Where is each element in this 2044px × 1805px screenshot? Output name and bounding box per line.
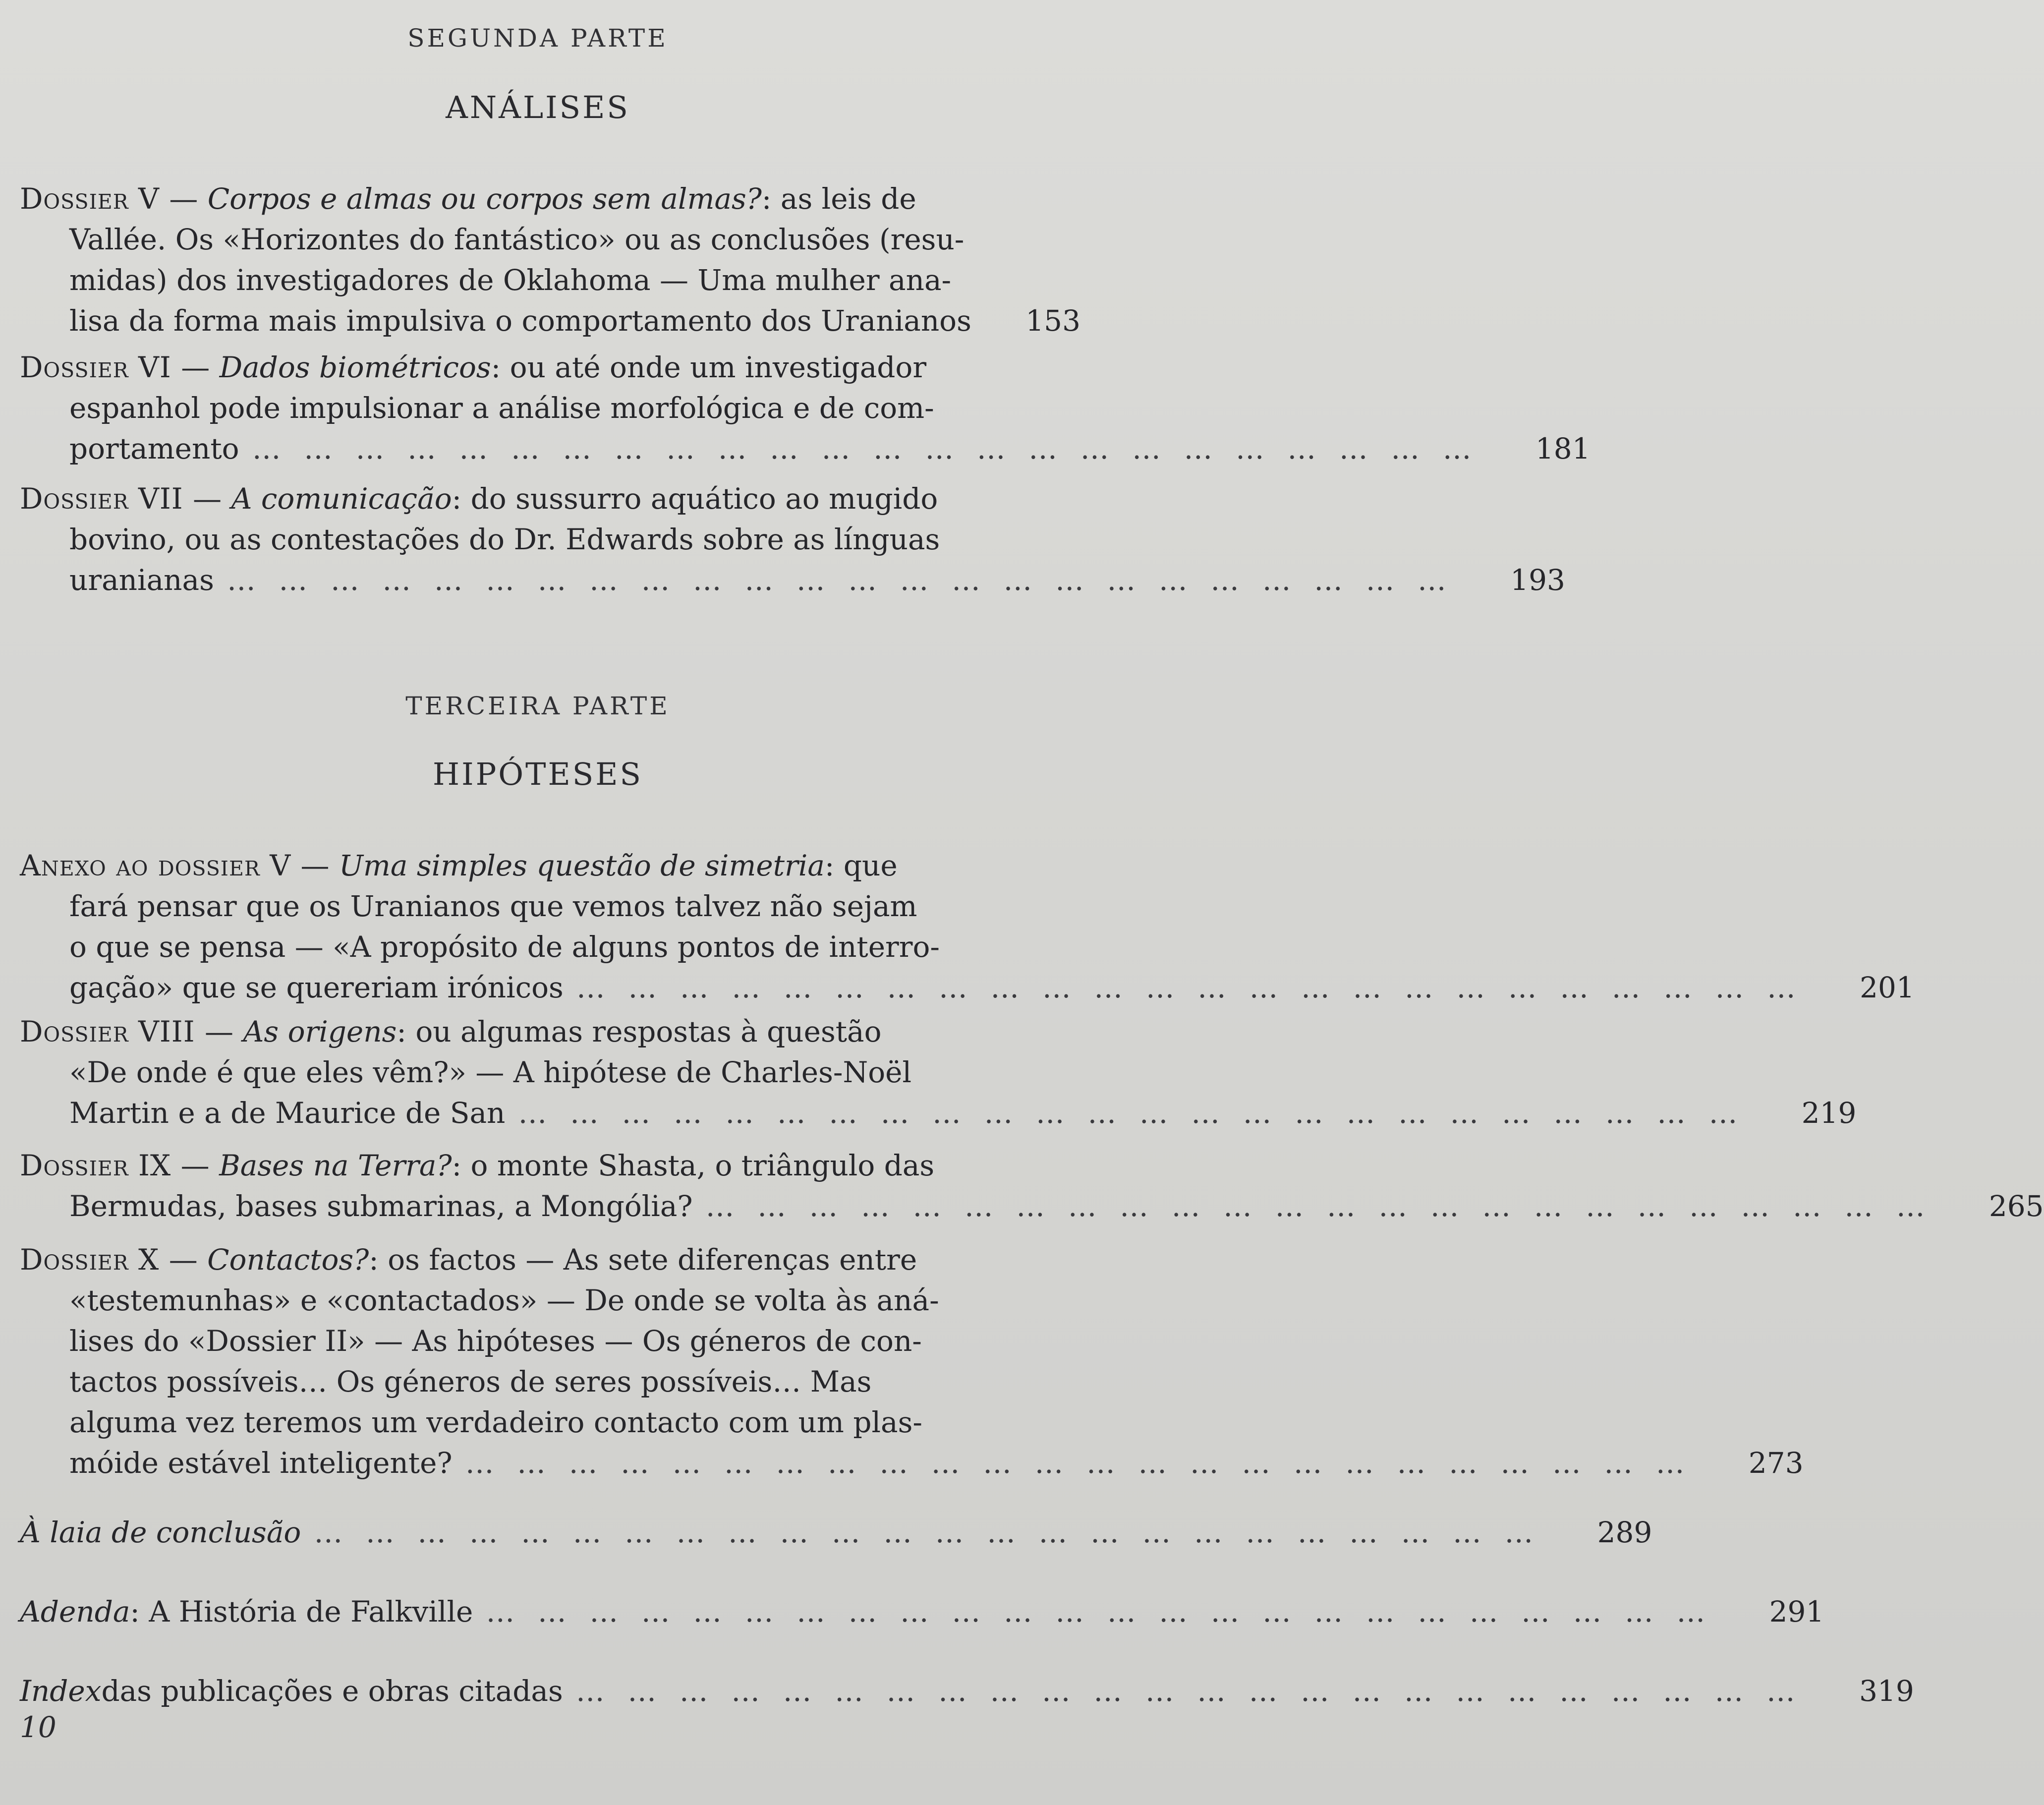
page-number: 319 [1859, 1674, 1914, 1708]
page-number: 181 [1535, 432, 1590, 466]
entry-subject: Corpos e almas ou corpos sem almas? [207, 182, 762, 216]
entry-text: alguma vez teremos um verdadeiro contacto com um plas- [69, 1405, 922, 1439]
entry-subject: Contactos? [207, 1243, 369, 1277]
toc-entry [20, 845, 1915, 1008]
dot-leader: … … … … … … … … … … … … … … … … … … … … … … … … [314, 1515, 1540, 1549]
toc-entry [20, 1591, 1824, 1632]
dot-leader: … … … … … … … … … … … … … … … … … … … … … … … … [486, 1595, 1712, 1629]
entry-subject: As origens [243, 1015, 397, 1048]
entry-text: bovino, ou as contestações do Dr. Edwards sobre as línguas [69, 523, 940, 556]
entry-lead: Dossier VII — [20, 482, 223, 516]
entry-text: «De onde é que eles vêm?» — A hipótese de Charles-Noël [69, 1055, 911, 1089]
dot-leader: … … … … … … … … … … … … … … … … … … … … … … … … [227, 563, 1453, 597]
entry-text: : do sussurro aquático ao mugido [452, 482, 938, 516]
entry-lead: Dossier IX — [20, 1149, 210, 1182]
part-title: HIPÓTESES [433, 756, 643, 792]
toc-entry [20, 347, 1590, 469]
entry-text: : ou algumas respostas à questão [397, 1015, 882, 1048]
toc-entry [20, 1239, 1804, 1483]
entry-text: Martin e a de Maurice de San [69, 1096, 506, 1130]
dot-leader: … … … … … … … … … … … … … … … … … … … … … … … … [465, 1446, 1692, 1480]
entry-lead: Anexo ao dossier V — [20, 849, 330, 882]
entry-subject: Bases na Terra? [219, 1149, 452, 1182]
entry-text: lises do «Dossier II» — As hipóteses — Os géneros de con- [69, 1324, 922, 1358]
part-label: SEGUNDA PARTE [407, 24, 668, 53]
toc-entry [20, 178, 1080, 341]
entry-text: : o monte Shasta, o triângulo das [452, 1149, 935, 1182]
toc-entry [20, 1011, 1857, 1133]
toc-entry [20, 1671, 1914, 1711]
entry-text: : os factos — As sete diferenças entre [369, 1243, 917, 1277]
entry-lead: Dossier VIII — [20, 1015, 234, 1048]
page-number: 193 [1510, 563, 1565, 597]
entry-lead: Dossier VI — [20, 350, 211, 384]
entry-text: midas) dos investigadores de Oklahoma — Uma mulher ana- [69, 263, 952, 297]
toc-entry [20, 478, 1565, 600]
entry-text: : que [824, 849, 898, 882]
entry-text: Bermudas, bases submarinas, a Mongólia? [69, 1189, 693, 1223]
entry-subject: Uma simples questão de simetria [339, 849, 825, 882]
entry-text: : A História de Falkville [130, 1595, 473, 1629]
entry-subject: A comunicação [231, 482, 452, 516]
entry-text: «testemunhas» e «contactados» — De onde se volta às aná- [69, 1283, 939, 1317]
entry-text: fará pensar que os Uranianos que vemos talvez não sejam [69, 889, 917, 923]
entry-subject: Adenda [20, 1595, 130, 1629]
entry-text: gação» que se quereriam irónicos [69, 971, 564, 1004]
page-number: 201 [1860, 971, 1915, 1004]
part-title: ANÁLISES [446, 89, 630, 125]
entry-subject: À laia de conclusão [20, 1515, 301, 1549]
entry-text: das publicações e obras citadas [101, 1674, 563, 1708]
entry-text: : as leis de [761, 182, 916, 216]
entry-text: lisa da forma mais impulsiva o comportamento dos Uranianos [69, 304, 971, 338]
part-label: TERCEIRA PARTE [405, 692, 670, 720]
toc-entry [20, 1145, 2044, 1226]
entry-text: : ou até onde um investigador [491, 350, 927, 384]
entry-text: tactos possíveis… Os géneros de seres possíveis… Mas [69, 1365, 872, 1398]
entry-text: móide estável inteligente? [69, 1446, 453, 1480]
entry-subject: Dados biométricos [219, 350, 491, 384]
entry-subject: Index [20, 1674, 102, 1708]
page-number: 153 [1025, 304, 1080, 338]
entry-text: o que se pensa — «A propósito de alguns pontos de interro- [69, 930, 940, 964]
page-number: 291 [1769, 1595, 1824, 1629]
dot-leader: … … … … … … … … … … … … … … … … … … … … … … … … [252, 432, 1478, 466]
dot-leader: … … … … … … … … … … … … … … … … … … … … … … … … [705, 1189, 1932, 1223]
page-number: 273 [1748, 1446, 1804, 1480]
page-folio: 10 [20, 1710, 57, 1744]
entry-lead: Dossier V — [20, 182, 199, 216]
dot-leader: … … … … … … … … … … … … … … … … … … … … … … … … [576, 971, 1803, 1004]
entry-lead: Dossier X — [20, 1243, 198, 1277]
entry-text: uranianas [69, 563, 214, 597]
page-number: 265 [1988, 1189, 2044, 1223]
dot-leader: … … … … … … … … … … … … … … … … … … … … … … … … [575, 1674, 1802, 1708]
page-number: 289 [1597, 1515, 1652, 1549]
entry-text: espanhol pode impulsionar a análise morfológica e de com- [69, 391, 934, 425]
entry-text: Vallée. Os «Horizontes do fantástico» ou as conclusões (resu- [69, 223, 965, 256]
toc-entry [20, 1512, 1652, 1553]
entry-text: portamento [69, 432, 239, 466]
page-number: 219 [1801, 1096, 1857, 1130]
dot-leader: … … … … … … … … … … … … … … … … … … … … … … … … [518, 1096, 1745, 1130]
